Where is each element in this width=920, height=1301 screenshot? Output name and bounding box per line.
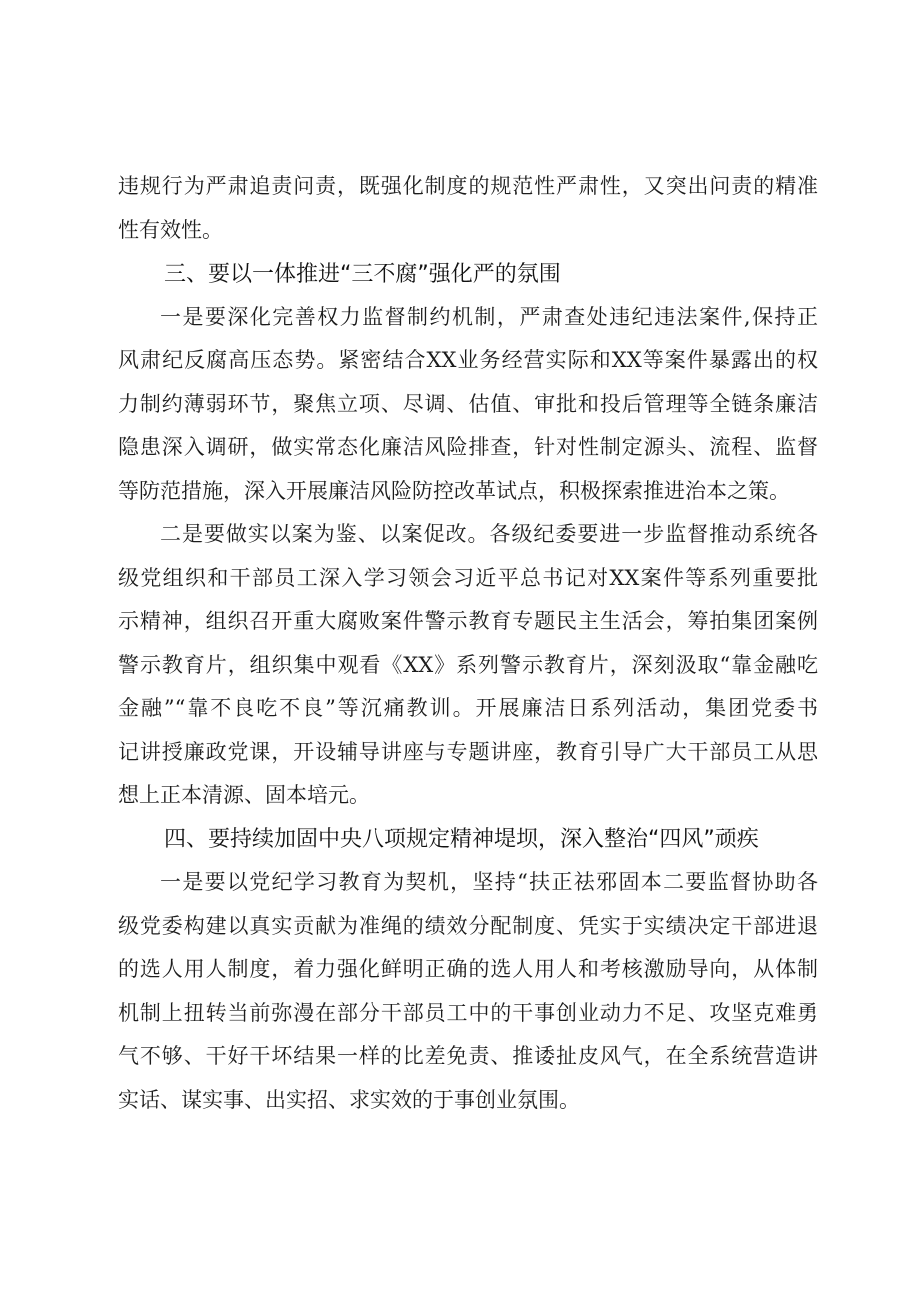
paragraph-line: 的选人用人制度，着力强化鲜明正确的选人用人和考核激励导向，从体制 bbox=[118, 957, 818, 981]
paragraph-line: 违规行为严肃追责问责，既强化制度的规范性严肃性，又突出问责的精准 bbox=[118, 174, 818, 198]
paragraph-line: 示精神，组织召开重大腐败案件警示教育专题民主生活会，筹拍集团案例 bbox=[118, 609, 818, 633]
paragraph-line: 一是要深化完善权力监督制约机制，严肃查处违纪违法案件,保持正 bbox=[160, 305, 818, 329]
paragraph-line: 等防范措施，深入开展廉洁风险防控改革试点，积极探索推进治本之策。 bbox=[118, 479, 790, 503]
section-heading-3: 三、要以一体推进“三不腐”强化严的氛围 bbox=[164, 262, 561, 287]
paragraph-line: 气不够、干好干坏结果一样的比差免责、推诿扯皮风气，在全系统营造讲 bbox=[118, 1044, 818, 1068]
paragraph-line: 风肃纪反腐高压态势。紧密结合XX业务经营实际和XX等案件暴露出的权 bbox=[118, 348, 818, 372]
paragraph-line: 记讲授廉政党课，开设辅导讲座与专题讲座，教育引导广大干部员工从思 bbox=[118, 740, 818, 764]
paragraph-line: 力制约薄弱环节，聚焦立项、尽调、估值、审批和投后管理等全链条廉洁 bbox=[118, 392, 818, 416]
paragraph-line: 想上正本清源、固本培元。 bbox=[118, 783, 370, 807]
paragraph-line: 一是要以党纪学习教育为契机，坚持“扶正祛邪固本二要监督协助各 bbox=[160, 870, 818, 894]
paragraph-line: 隐患深入调研，做实常态化廉洁风险排查，针对性制定源头、流程、监督 bbox=[118, 435, 818, 459]
paragraph-line: 机制上扭转当前弥漫在部分干部员工中的干事创业动力不足、攻坚克难勇 bbox=[118, 1001, 818, 1025]
paragraph-line: 实话、谋实事、出实招、求实效的于事创业氛围。 bbox=[118, 1088, 580, 1112]
paragraph-line: 级党委构建以真实贡献为准绳的绩效分配制度、凭实于实绩决定干部进退 bbox=[118, 914, 818, 938]
paragraph-line: 级党组织和干部员工深入学习领会习近平总书记对XX案件等系列重要批 bbox=[118, 566, 818, 590]
paragraph-line: 警示教育片，组织集中观看《XX》系列警示教育片，深刻汲取“靠金融吃 bbox=[118, 653, 818, 677]
paragraph-line: 金融”“靠不良吃不良”等沉痛教训。开展廉洁日系列活动，集团党委书 bbox=[118, 696, 818, 720]
paragraph-line: 二是要做实以案为鉴、以案促改。各级纪委要进一步监督推动系统各 bbox=[160, 522, 818, 546]
paragraph-line: 性有效性。 bbox=[118, 218, 223, 242]
section-heading-4: 四、要持续加固中央八项规定精神堤坝，深入整治“四风”顽疾 bbox=[164, 827, 759, 852]
